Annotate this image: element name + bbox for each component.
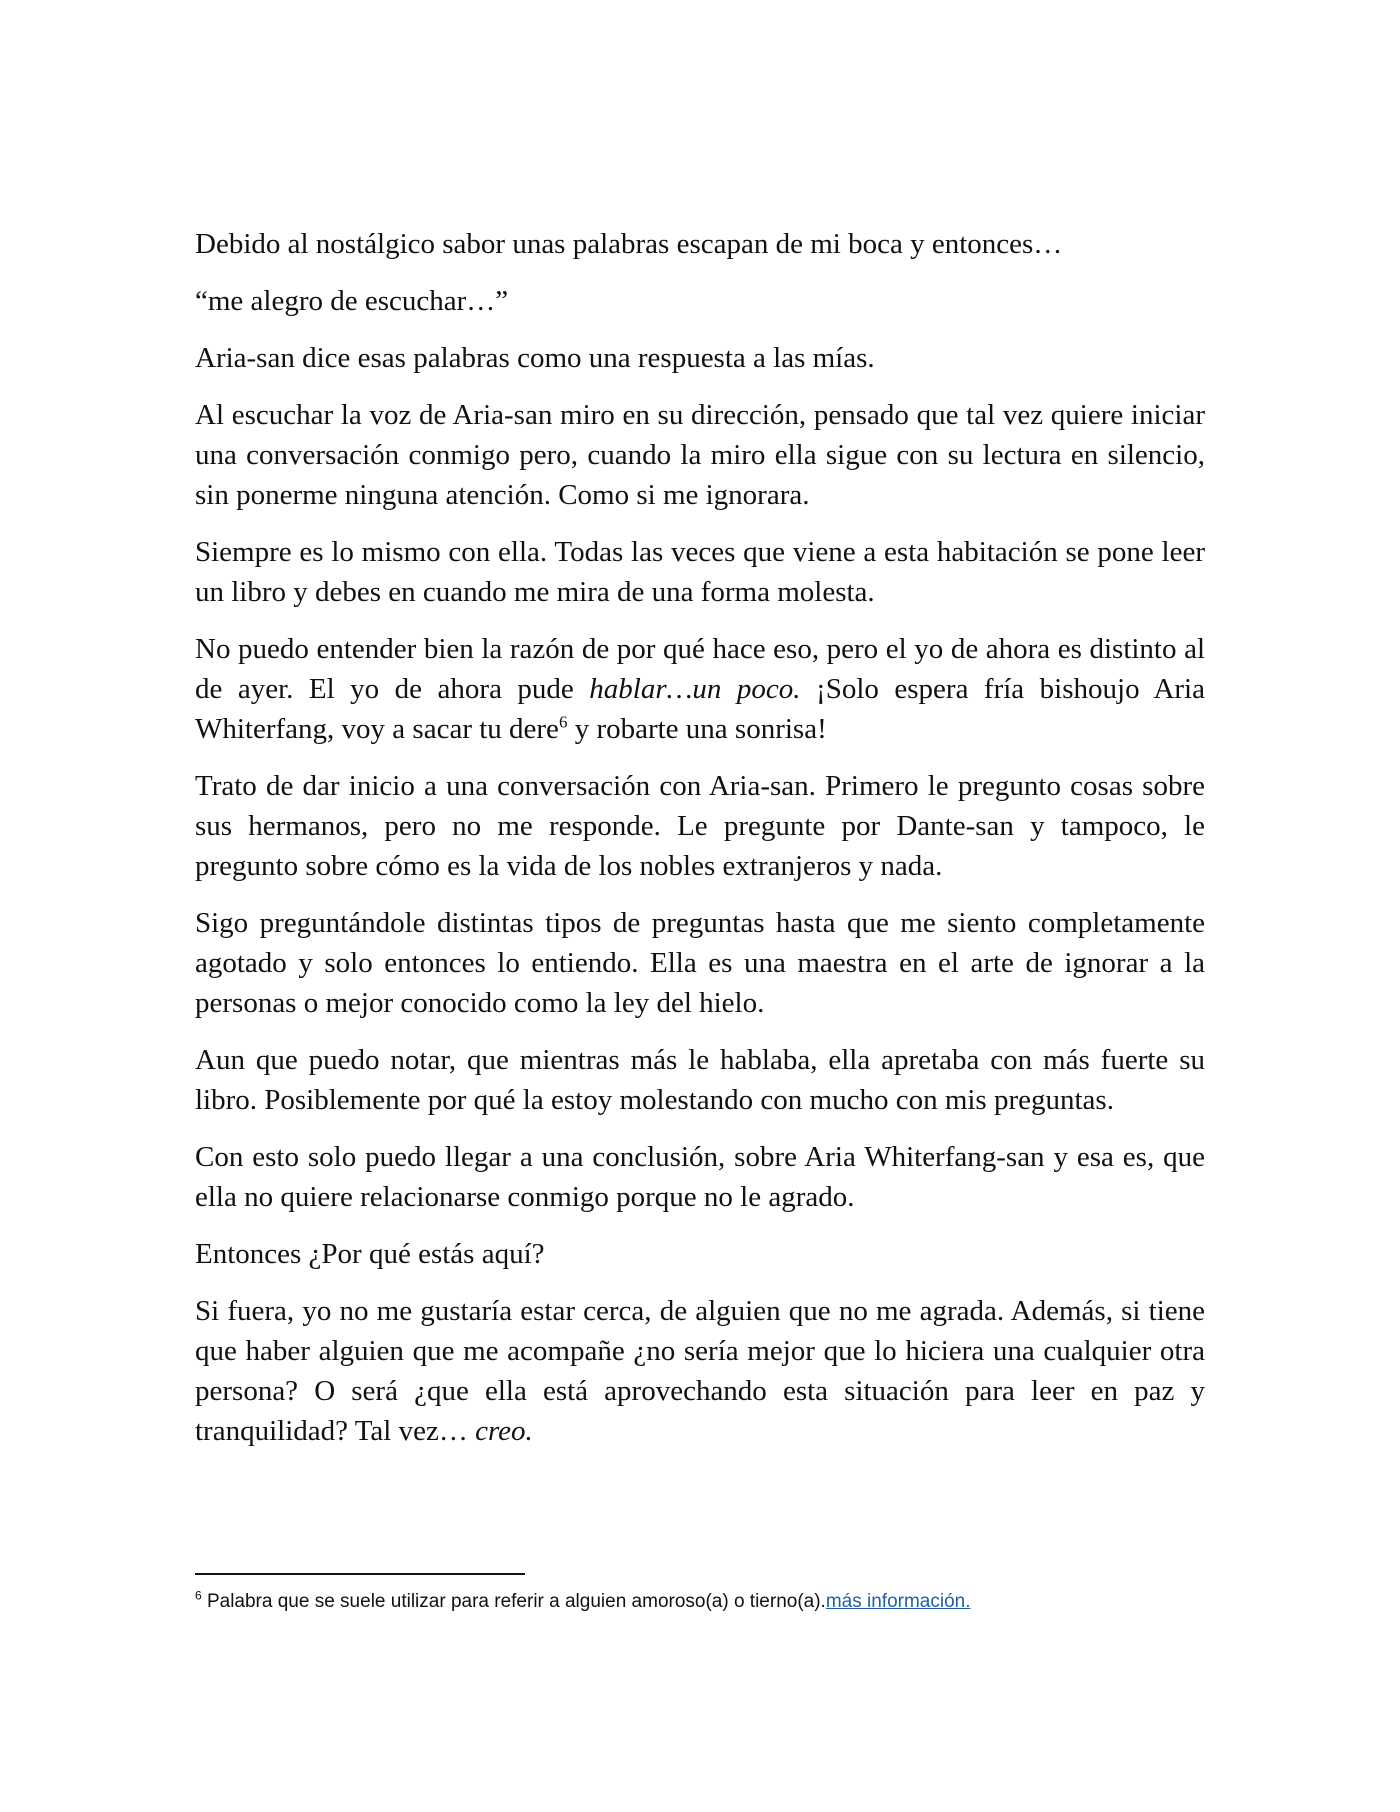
paragraph-7: Trato de dar inicio a una conversación con Aria-san. Primero le pregunto cosas sobre sus hermanos, pero no me responde. Le pregunte por Dante-san y tampoco, le pregunto sobre cómo es la vida de los nobles extranjeros y nada.: [195, 770, 1205, 882]
paragraph-6-text-c: y robarte una sonrisa!: [567, 713, 827, 745]
paragraph-6: [195, 629, 1205, 749]
paragraph-8: Sigo preguntándole distintas tipos de preguntas hasta que me siento completamente agotado y solo entonces lo entiendo. Ella es una maestra en el arte de ignorar a la personas o mejor conocido como la ley del hielo.: [195, 907, 1205, 1019]
paragraph-6-italic: hablar…un poco.: [589, 673, 801, 705]
paragraph-5: Siempre es lo mismo con ella. Todas las veces que viene a esta habitación se pone leer un libro y debes en cuando me mira de una forma molesta.: [195, 536, 1205, 608]
paragraph-4: Al escuchar la voz de Aria-san miro en su dirección, pensado que tal vez quiere iniciar una conversación conmigo pero, cuando la miro ella sigue con su lectura en silencio, sin ponerme ninguna atención. Como si me ignorara.: [195, 399, 1205, 511]
paragraph-12-text: Si fuera, yo no me gustaría estar cerca, de alguien que no me agrada. Además, si tiene que haber alguien que me acompañe ¿no sería mejor que lo hiciera una cualquier otra persona? O será ¿que ella está aprovechando esta situación para leer en paz y tranquilidad? Tal vez…: [195, 1295, 1205, 1447]
paragraph-12-italic: creo.: [475, 1415, 533, 1447]
paragraph-6-text-b: ¡Solo espera fría bishoujo Aria Whiterfang, voy a sacar tu dere: [195, 673, 1205, 745]
footnote: [195, 1588, 1205, 1616]
paragraph-9: Aun que puedo notar, que mientras más le hablaba, ella apretaba con más fuerte su libro. Posiblemente por qué la estoy molestando con mucho con mis preguntas.: [195, 1044, 1205, 1116]
footnote-text: Palabra que se suele utilizar para referir a alguien amoroso(a) o tierno(a).: [201, 1591, 826, 1612]
footnote-number: 6: [195, 1588, 202, 1603]
paragraph-1: Debido al nostálgico sabor unas palabras escapan de mi boca y entonces…: [195, 228, 1063, 260]
body-text: [195, 224, 1205, 1468]
paragraph-2: “me alegro de escuchar…”: [195, 285, 509, 317]
paragraph-12: [195, 1291, 1205, 1451]
footnote-separator: [195, 1573, 525, 1575]
paragraph-10: Con esto solo puedo llegar a una conclusión, sobre Aria Whiterfang-san y esa es, que ella no quiere relacionarse conmigo porque no le agrado.: [195, 1141, 1205, 1213]
more-info-link[interactable]: más información.: [825, 1591, 971, 1612]
paragraph-3: Aria-san dice esas palabras como una respuesta a las mías.: [195, 342, 875, 374]
footnote-reference[interactable]: 6: [558, 712, 568, 732]
paragraph-6-text-a: No puedo entender bien la razón de por qué hace eso, pero el yo de ahora es distinto al de ayer. El yo de ahora pude: [195, 633, 1205, 705]
paragraph-11: Entonces ¿Por qué estás aquí?: [195, 1238, 545, 1270]
